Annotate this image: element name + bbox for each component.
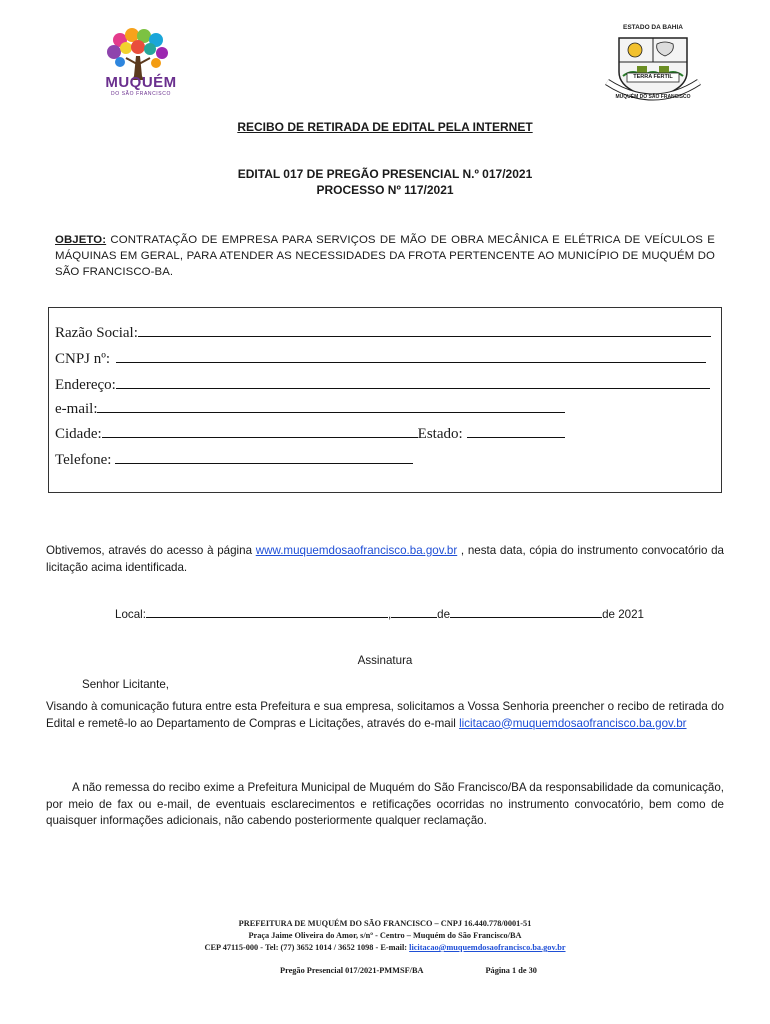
- footer-line-1: PREFEITURA DE MUQUÉM DO SÃO FRANCISCO – CNPJ 16.440.778/0001-51: [238, 919, 532, 928]
- razao-social-field[interactable]: [138, 322, 711, 337]
- salutation: Senhor Licitante,: [82, 678, 170, 691]
- logo-subtext: DO SÃO FRANCISCO: [111, 91, 171, 97]
- visando-text: Visando à comunicação futura entre esta Prefeitura e sua empresa, solicitamos a Vossa Senhoria preencher o recibo de retirada do Edital e remetê-lo ao Departamento de Compras e Licitações, através do e-mail: [46, 700, 724, 730]
- footer-email-link[interactable]: licitacao@muquemdosaofrancisco.ba.gov.br: [409, 943, 566, 952]
- day-field[interactable]: [391, 606, 437, 618]
- telefone-label: Telefone:: [55, 452, 112, 468]
- local-field[interactable]: [146, 606, 388, 618]
- email-label: e-mail:: [55, 401, 98, 417]
- local-label: Local:: [115, 608, 146, 621]
- obtivemos-paragraph: [46, 543, 724, 576]
- cnpj-field[interactable]: [116, 348, 706, 363]
- endereco-label: Endereço:: [55, 377, 116, 393]
- cidade-row: [55, 423, 565, 443]
- nao-remessa-paragraph: A não remessa do recibo exime a Prefeitura Municipal de Muquém do São Francisco/BA da responsabilidade da comunicação, por meio de fax ou e-mail, de eventuais esclarecimentos e retificações ocorridas no instrumento convocatório, bem como de quaisquer informações adicionais, não cabendo posteriormente qualquer reclamação.: [46, 781, 724, 827]
- estado-label: Estado:: [417, 426, 463, 442]
- objeto-paragraph: [55, 232, 715, 280]
- telefone-field[interactable]: [115, 449, 413, 464]
- page-number: Página 1 de 30: [485, 966, 537, 975]
- visando-paragraph: [46, 699, 724, 732]
- footer: [0, 918, 770, 954]
- page-footer-info: [280, 966, 537, 975]
- cnpj-row: [55, 348, 706, 368]
- razao-social-row: [55, 322, 711, 342]
- document-title: RECIBO DE RETIRADA DE EDITAL PELA INTERNET: [237, 120, 533, 134]
- coat-of-arms: [597, 24, 709, 110]
- objeto-label: OBJETO:: [55, 234, 107, 246]
- email-link[interactable]: licitacao@muquemdosaofrancisco.ba.gov.br: [459, 716, 687, 730]
- coat-top-text: ESTADO DA BAHIA: [623, 24, 683, 31]
- local-comma: ,: [387, 608, 392, 621]
- email-row: [55, 398, 565, 418]
- obtivemos-text-1: Obtivemos, através do acesso à página: [46, 544, 256, 557]
- telefone-row: [55, 449, 413, 469]
- site-link[interactable]: www.muquemdosaofrancisco.ba.gov.br: [255, 544, 458, 557]
- year-label: de 2021: [602, 608, 644, 621]
- footer-line-3: [0, 942, 770, 954]
- edital-number: EDITAL 017 DE PREGÃO PRESENCIAL N.º 017/2021: [237, 167, 533, 181]
- footer-contact: CEP 47115-000 - Tel: (77) 3652 1014 / 3652 1098 - E-mail:: [204, 943, 410, 952]
- cidade-label: Cidade:: [55, 426, 102, 442]
- logo-text: MUQUÉM: [105, 74, 177, 91]
- document-reference: Pregão Presencial 017/2021-PMMSF/BA: [280, 966, 424, 975]
- endereco-row: [55, 374, 710, 394]
- signature-label: Assinatura: [357, 654, 413, 667]
- footer-line-2: Praça Jaime Oliveira do Amor, s/nº - Centro – Muquém do São Francisco/BA: [248, 931, 522, 940]
- month-field[interactable]: [450, 606, 602, 618]
- de-label: de: [437, 608, 451, 621]
- cidade-field[interactable]: [102, 423, 418, 438]
- razao-social-label: Razão Social:: [55, 325, 138, 341]
- cnpj-label: CNPJ nº:: [55, 351, 111, 367]
- endereco-field[interactable]: [116, 374, 710, 389]
- local-date-row: [115, 606, 644, 621]
- coat-ribbon-mid: TERRA FÉRTIL: [633, 74, 673, 80]
- coat-ribbon-bottom: MUQUÉM DO SÃO FRANCISCO: [615, 94, 691, 100]
- municipality-logo: [80, 26, 198, 106]
- processo-number: PROCESSO Nº 117/2021: [316, 183, 454, 197]
- email-field[interactable]: [97, 398, 565, 413]
- objeto-text: CONTRATAÇÃO DE EMPRESA PARA SERVIÇOS DE MÃO DE OBRA MECÂNICA E ELÉTRICA DE VEÍCULOS E MÁQUINAS EM GERAL, PARA ATENDER AS NECESSIDADES DA FROTA PERTENCENTE AO MUNICÍPIO DE MUQUÉM DO SÃO FRANCISCO-BA.: [55, 234, 715, 278]
- estado-field[interactable]: [467, 423, 565, 438]
- obtivemos-text-2: , nesta data, cópia do instrumento convocatório da licitação acima identificada.: [46, 544, 724, 574]
